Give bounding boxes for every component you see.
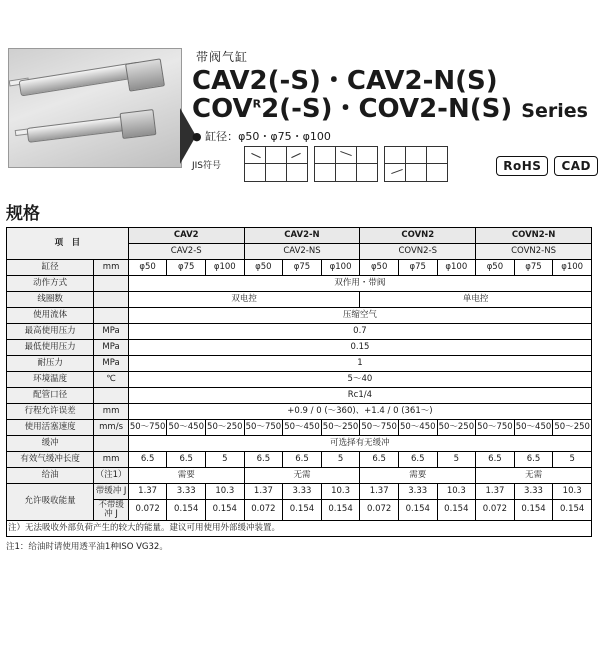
spec-cell-3-0: 0.7 [128, 324, 591, 340]
spec-table [6, 227, 592, 537]
valve-block-icon [125, 58, 165, 91]
spec-bore-cell-2: φ100 [206, 260, 245, 276]
spec-cell-9-3: 50～750 [244, 420, 283, 436]
spec-row-label: 使用流体 [7, 308, 94, 324]
spec-bore-cell-9: φ50 [476, 260, 515, 276]
spec-row [7, 292, 592, 308]
spec-bore-cell-1: φ75 [167, 260, 206, 276]
spec-warning-text: 注）无法吸收外部负荷产生的较大的能量。建议可用使用外部缓冲装置。 [7, 520, 592, 536]
spec-cell-6-0: 5～40 [128, 372, 591, 388]
spec-bore-cell-4: φ75 [283, 260, 322, 276]
spec-cell-5-0: 1 [128, 356, 591, 372]
spec-group-header-1: CAV2-N [244, 228, 360, 244]
spec-row-label: 环境温度 [7, 372, 94, 388]
spec-cell-9-6: 50～750 [360, 420, 399, 436]
spec-cell-12-0: 需要 [128, 468, 244, 484]
spec-cell-12-2: 需要 [360, 468, 476, 484]
cylinder-body-icon [18, 62, 141, 97]
spec-cell-12-1: 无需 [244, 468, 360, 484]
spec-bore-cell-10: φ75 [514, 260, 553, 276]
spec-cell-11-4: 6.5 [283, 452, 322, 468]
spec-cell-11-5: 5 [321, 452, 360, 468]
title-sup-r: R [252, 97, 262, 111]
spec-row-unit [94, 308, 129, 324]
spec-row-unit: （注1） [94, 468, 129, 484]
badge-group [496, 156, 598, 176]
spec-row-label: 动作方式 [7, 276, 94, 292]
kicker-text: 带阀气缸 [196, 50, 249, 64]
spec-cell-9-10: 50～450 [514, 420, 553, 436]
spec-cell-11-11: 5 [553, 452, 592, 468]
spec-row [7, 452, 592, 468]
spec-group-subheader-3: COVN2-NS [476, 244, 592, 260]
spec-row-unit: MPa [94, 324, 129, 340]
spec-bore-cell-8: φ100 [437, 260, 476, 276]
rohs-badge: RoHS [496, 156, 548, 176]
series-word: Series [521, 100, 588, 123]
spec-energy-label: 允许吸收能量 [7, 484, 94, 521]
spec-row-label: 缸径 [7, 260, 94, 276]
spec-energy-sublabel: 不带缓冲 J [94, 500, 129, 521]
spec-energy-cell-0-4: 3.33 [283, 484, 322, 500]
page-root [0, 48, 600, 648]
spec-header-row [7, 228, 592, 244]
bore-values: φ50・φ75・φ100 [238, 130, 331, 144]
bore-line [192, 128, 596, 144]
spec-energy-cell-1-0: 0.072 [128, 500, 167, 521]
spec-row-unit [94, 436, 129, 452]
bore-label: ● 缸径： [192, 130, 239, 144]
spec-row-label: 有效气缓冲长度 [7, 452, 94, 468]
spec-row [7, 436, 592, 452]
title-cov-c: 2-N(S) [419, 94, 513, 125]
spec-cell-9-8: 50～250 [437, 420, 476, 436]
spec-bore-cell-7: φ75 [398, 260, 437, 276]
spec-cell-11-7: 6.5 [398, 452, 437, 468]
jis-symbol-3 [384, 146, 448, 182]
spec-bore-cell-3: φ50 [244, 260, 283, 276]
spec-row-unit: ℃ [94, 372, 129, 388]
spec-row-label: 行程允许误差 [7, 404, 94, 420]
spec-row-bore [7, 260, 592, 276]
spec-energy-cell-1-2: 0.154 [206, 500, 245, 521]
spec-cell-11-10: 6.5 [514, 452, 553, 468]
spec-row-label: 配管口径 [7, 388, 94, 404]
spec-energy-cell-0-3: 1.37 [244, 484, 283, 500]
spec-cell-11-3: 6.5 [244, 452, 283, 468]
spec-cell-4-0: 0.15 [128, 340, 591, 356]
spec-energy-cell-1-11: 0.154 [553, 500, 592, 521]
spec-item-header: 项 目 [7, 228, 129, 260]
spec-energy-cell-1-6: 0.072 [360, 500, 399, 521]
spec-energy-cell-1-8: 0.154 [437, 500, 476, 521]
spec-group-subheader-2: COVN2-S [360, 244, 476, 260]
spec-cell-12-3: 无需 [476, 468, 592, 484]
product-title-line2 [192, 95, 596, 123]
jis-symbol-1 [244, 146, 308, 182]
spec-energy-cell-0-2: 10.3 [206, 484, 245, 500]
spec-cell-11-2: 5 [206, 452, 245, 468]
spec-cell-9-0: 50～750 [128, 420, 167, 436]
spec-row-unit: mm [94, 452, 129, 468]
spec-row [7, 356, 592, 372]
spec-bore-cell-6: φ50 [360, 260, 399, 276]
spec-row [7, 340, 592, 356]
cad-badge: CAD [554, 156, 598, 176]
spec-row-unit: mm [94, 404, 129, 420]
spec-row-unit [94, 276, 129, 292]
spec-row-label: 缓冲 [7, 436, 94, 452]
spec-group-header-0: CAV2 [128, 228, 244, 244]
jis-label: JIS符号 [192, 161, 222, 172]
spec-energy-cell-0-8: 10.3 [437, 484, 476, 500]
spec-cell-9-1: 50～450 [167, 420, 206, 436]
spec-row-unit: mm/s [94, 420, 129, 436]
spec-bore-cell-5: φ100 [321, 260, 360, 276]
spec-row-label: 线圈数 [7, 292, 94, 308]
spec-warning-row [7, 520, 592, 536]
spec-row [7, 468, 592, 484]
spec-row [7, 276, 592, 292]
spec-energy-cell-0-5: 10.3 [321, 484, 360, 500]
spec-row-unit: mm [94, 260, 129, 276]
spec-cell-11-8: 5 [437, 452, 476, 468]
spec-energy-cell-1-3: 0.072 [244, 500, 283, 521]
spec-energy-cell-0-9: 1.37 [476, 484, 515, 500]
spec-energy-cell-0-6: 1.37 [360, 484, 399, 500]
spec-row-label: 给油 [7, 468, 94, 484]
spec-energy-cell-0-0: 1.37 [128, 484, 167, 500]
spec-cell-1-1: 单电控 [360, 292, 592, 308]
spec-cell-9-7: 50～450 [398, 420, 437, 436]
spec-row-unit [94, 388, 129, 404]
spec-row-label: 最高使用压力 [7, 324, 94, 340]
spec-energy-sublabel: 带缓冲 J [94, 484, 129, 500]
spec-energy-cell-1-10: 0.154 [514, 500, 553, 521]
spec-footnote: 注1：给油时请使用透平油1种ISO VG32。 [6, 541, 168, 552]
spec-group-header-2: COVN2 [360, 228, 476, 244]
spec-row-unit [94, 292, 129, 308]
spec-cell-11-1: 6.5 [167, 452, 206, 468]
spec-cell-10-0: 可选择有无缓冲 [128, 436, 591, 452]
spec-cell-11-6: 6.5 [360, 452, 399, 468]
spec-row-label: 使用活塞速度 [7, 420, 94, 436]
product-photo [8, 48, 182, 168]
header [0, 48, 600, 193]
spec-cell-8-0: +0.9 / 0 (～360)、+1.4 / 0 (361～) [128, 404, 591, 420]
spec-cell-9-9: 50～750 [476, 420, 515, 436]
product-title-line1: CAV2(-S)・CAV2-N(S) [192, 66, 498, 96]
spec-cell-11-0: 6.5 [128, 452, 167, 468]
spec-group-header-3: COVN2-N [476, 228, 592, 244]
jis-symbol-2 [314, 146, 378, 182]
spec-group-subheader-0: CAV2-S [128, 244, 244, 260]
spec-energy-cell-0-1: 3.33 [167, 484, 206, 500]
spec-bore-cell-0: φ50 [128, 260, 167, 276]
spec-row-energy [7, 484, 592, 500]
title-cov-b: 2(-S)・COV [261, 94, 420, 125]
spec-energy-cell-0-11: 10.3 [553, 484, 592, 500]
spec-cell-0-0: 双作用・带阀 [128, 276, 591, 292]
spec-row-unit: MPa [94, 356, 129, 372]
spec-row [7, 404, 592, 420]
spec-row [7, 324, 592, 340]
spec-energy-cell-1-7: 0.154 [398, 500, 437, 521]
spec-cell-7-0: Rc1/4 [128, 388, 591, 404]
spec-row-label: 最低使用压力 [7, 340, 94, 356]
spec-group-subheader-1: CAV2-NS [244, 244, 360, 260]
spec-row-energy [7, 500, 592, 521]
spec-cell-11-9: 6.5 [476, 452, 515, 468]
spec-cell-9-4: 50～450 [283, 420, 322, 436]
spec-energy-cell-1-9: 0.072 [476, 500, 515, 521]
spec-energy-cell-1-5: 0.154 [321, 500, 360, 521]
spec-row [7, 420, 592, 436]
spec-cell-9-2: 50～250 [206, 420, 245, 436]
valve-block-icon [120, 109, 157, 139]
spec-bore-cell-11: φ100 [553, 260, 592, 276]
spec-energy-cell-1-4: 0.154 [283, 500, 322, 521]
title-cov-a: COV [192, 94, 253, 125]
spec-cell-9-11: 50～250 [553, 420, 592, 436]
spec-row [7, 308, 592, 324]
spec-row-unit: MPa [94, 340, 129, 356]
spec-cell-2-0: 压缩空气 [128, 308, 591, 324]
spec-section-title: 规格 [6, 204, 40, 224]
spec-energy-cell-1-1: 0.154 [167, 500, 206, 521]
spec-energy-cell-0-10: 3.33 [514, 484, 553, 500]
spec-cell-1-0: 双电控 [128, 292, 360, 308]
spec-row [7, 372, 592, 388]
spec-energy-cell-0-7: 3.33 [398, 484, 437, 500]
spec-row [7, 388, 592, 404]
spec-row-label: 耐压力 [7, 356, 94, 372]
spec-cell-9-5: 50～250 [321, 420, 360, 436]
